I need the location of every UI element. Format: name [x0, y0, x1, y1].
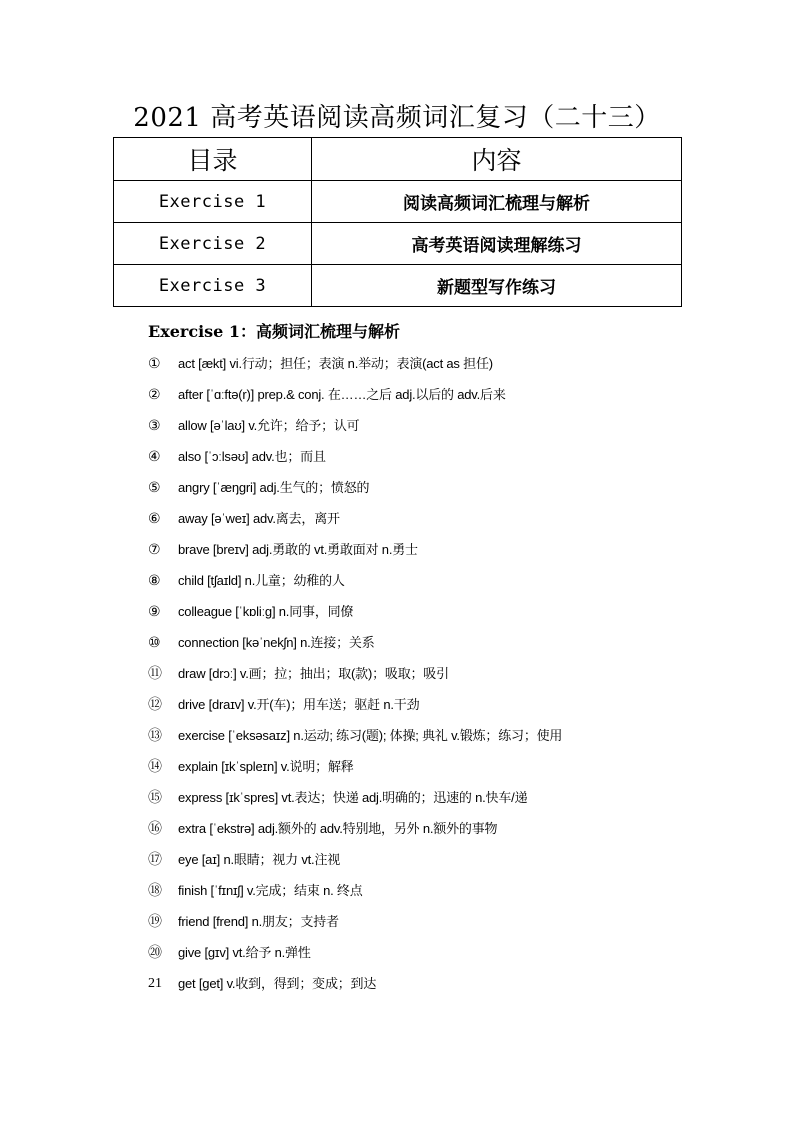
item-text: give [ɡɪv] vt.给予 n.弹性 — [178, 945, 311, 960]
list-item — [148, 539, 748, 570]
list-item — [148, 694, 748, 725]
exercise-cell: Exercise 3 — [114, 265, 312, 307]
list-item — [148, 911, 748, 942]
section-heading: Exercise 1：高频词汇梳理与解析 — [148, 322, 401, 341]
item-text: brave [breɪv] adj.勇敢的 vt.勇敢面对 n.勇士 — [178, 542, 418, 557]
item-text: also [ˈɔːlsəʊ] adv.也；而且 — [178, 449, 326, 464]
item-text: colleague [ˈkɒliːɡ] n.同事，同僚 — [178, 604, 354, 619]
item-number: ⑯ — [148, 821, 162, 837]
list-item — [148, 973, 748, 1004]
item-number: ② — [148, 387, 161, 403]
item-text: friend [frend] n.朋友；支持者 — [178, 914, 339, 929]
item-text: child [tʃaɪld] n.儿童；幼稚的人 — [178, 573, 345, 588]
list-item — [148, 508, 748, 539]
list-item — [148, 942, 748, 973]
exercise-cell: Exercise 1 — [114, 181, 312, 223]
page-title: 2021 高考英语阅读高频词汇复习（二十三） — [133, 103, 661, 133]
item-number: ⑮ — [148, 790, 162, 806]
list-item — [148, 632, 748, 663]
item-text: away [əˈweɪ] adv.离去，离开 — [178, 511, 340, 526]
item-number: ⑲ — [148, 914, 162, 930]
table-header-row — [114, 138, 682, 181]
item-text: eye [aɪ] n.眼睛；视力 vt.注视 — [178, 852, 341, 867]
item-number: ⑪ — [148, 666, 162, 682]
item-number: ⑭ — [148, 759, 162, 775]
topic-cell: 高考英语阅读理解练习 — [312, 223, 682, 265]
exercise-cell: Exercise 2 — [114, 223, 312, 265]
item-number: 21 — [148, 976, 162, 991]
item-text: after [ˈɑːftə(r)] prep.& conj. 在……之后 adj.以后的 adv.后来 — [178, 387, 506, 402]
item-text: act [ækt] vi.行动；担任；表演 n.举动；表演(act as 担任) — [178, 356, 493, 371]
list-item — [148, 880, 748, 911]
item-text: explain [ɪkˈspleɪn] v.说明；解释 — [178, 759, 354, 774]
table-row — [114, 181, 682, 223]
list-item — [148, 818, 748, 849]
item-number: ⑬ — [148, 728, 162, 744]
item-number: ⑰ — [148, 852, 162, 868]
item-text: drive [draɪv] v.开(车)；用车送；驱赶 n.干劲 — [178, 697, 420, 712]
list-item — [148, 384, 748, 415]
item-number: ⑧ — [148, 573, 161, 589]
topic-cell: 新题型写作练习 — [312, 265, 682, 307]
item-number: ⑤ — [148, 480, 161, 496]
item-text: extra [ˈekstrə] adj.额外的 adv.特别地，另外 n.额外的事物 — [178, 821, 498, 836]
contents-table — [113, 137, 682, 307]
item-number: ⑩ — [148, 635, 161, 651]
list-item — [148, 477, 748, 508]
table-row — [114, 223, 682, 265]
item-number: ⑥ — [148, 511, 161, 527]
item-number: ④ — [148, 449, 161, 465]
item-number: ⑳ — [148, 945, 162, 961]
list-item — [148, 663, 748, 694]
item-text: finish [ˈfɪnɪʃ] v.完成；结束 n. 终点 — [178, 883, 363, 898]
header-contents: 目录 — [114, 138, 312, 181]
item-text: get [ɡet] v.收到，得到；变成；到达 — [178, 976, 377, 991]
item-number: ① — [148, 356, 161, 372]
item-number: ⑫ — [148, 697, 162, 713]
item-text: angry [ˈæŋɡri] adj.生气的；愤怒的 — [178, 480, 370, 495]
list-item — [148, 353, 748, 384]
vocab-list — [148, 353, 748, 1004]
item-text: draw [drɔː] v.画；拉；抽出；取(款)；吸取；吸引 — [178, 666, 449, 681]
list-item — [148, 725, 748, 756]
list-item — [148, 849, 748, 880]
item-number: ⑦ — [148, 542, 161, 558]
list-item — [148, 446, 748, 477]
list-item — [148, 570, 748, 601]
list-item — [148, 601, 748, 632]
item-text: connection [kəˈnekʃn] n.连接；关系 — [178, 635, 375, 650]
header-content: 内容 — [312, 138, 682, 181]
list-item — [148, 756, 748, 787]
item-number: ③ — [148, 418, 161, 434]
item-text: express [ɪkˈspres] vt.表达；快递 adj.明确的；迅速的 n.快车/递 — [178, 790, 528, 805]
item-text: allow [əˈlaʊ] v.允许；给予；认可 — [178, 418, 360, 433]
item-number: ⑨ — [148, 604, 161, 620]
list-item — [148, 787, 748, 818]
item-text: exercise [ˈeksəsaɪz] n.运动; 练习(题); 体操; 典礼 v.锻炼；练习；使用 — [178, 728, 563, 743]
item-number: ⑱ — [148, 883, 162, 899]
list-item — [148, 415, 748, 446]
topic-cell: 阅读高频词汇梳理与解析 — [312, 181, 682, 223]
table-row — [114, 265, 682, 307]
